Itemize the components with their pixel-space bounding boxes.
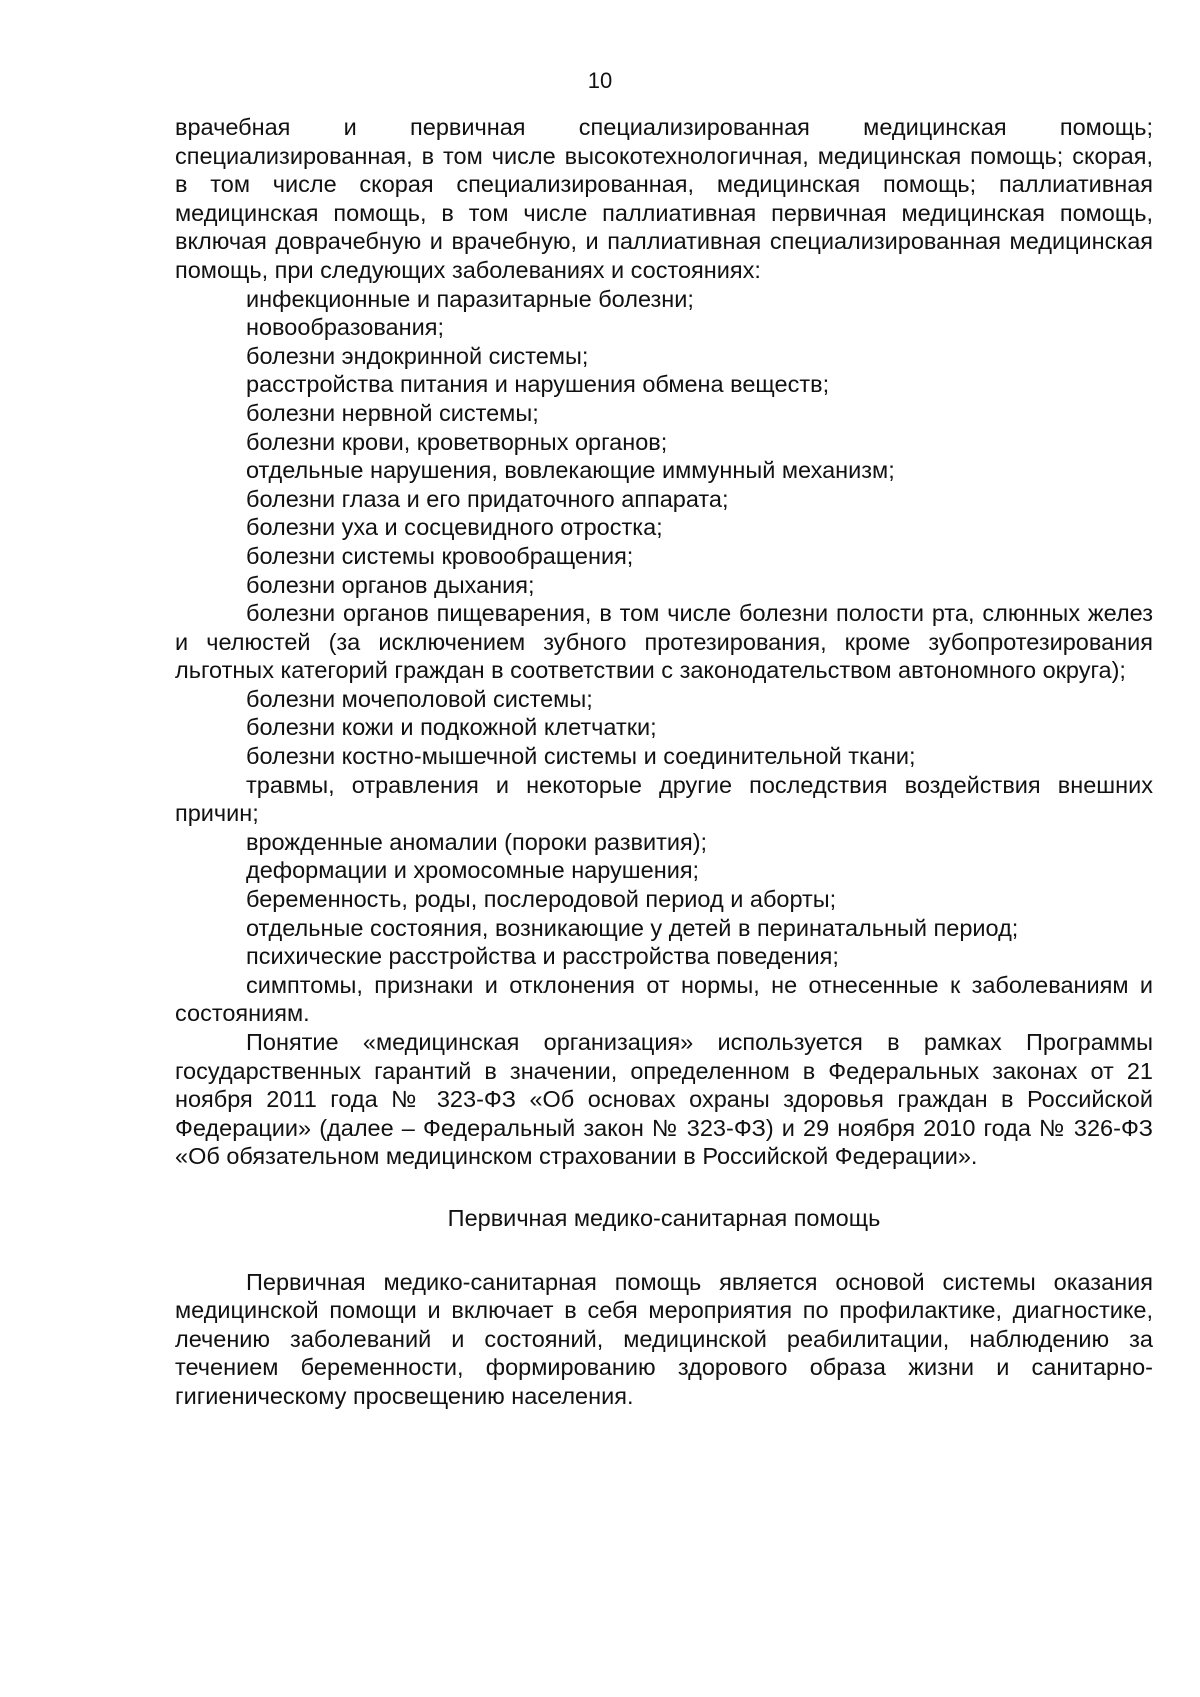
concept-paragraph: Понятие «медицинская организация» используется в рамках Программы государственных гарантий в значении, определенном в Федеральных законах от 21 ноября 2011 года № 323-ФЗ «Об основах охраны здоровья граждан в Российской Федерации» (далее – Федеральный закон № 323-ФЗ) и 29 ноября 2010 года № 326-ФЗ «Об обязательном медицинском страховании в Российской Федерации». [175, 1029, 1153, 1170]
disease-list-part-1 [175, 285, 1153, 600]
disease-list-part-2 [175, 685, 1153, 771]
page-number: 10 [587, 68, 613, 93]
disease-list-item: деформации и хромосомные нарушения; [246, 857, 700, 884]
disease-list-item: болезни нервной системы; [246, 399, 539, 426]
intro-paragraph: врачебная и первичная специализированная медицинская помощь; специализированная, в том числе высокотехнологичная, медицинская помощь; скорая, в том числе скорая специализированная, медицинская помощь; паллиативная медицинская помощь, в том числе паллиативная первичная медицинская помощь, включая доврачебную и врачебную, и паллиативная специализированная медицинская помощь, при следующих заболеваниях и состояниях: [175, 114, 1153, 283]
disease-list-item: беременность, роды, послеродовой период и аборты; [246, 886, 837, 913]
disease-list-item: психические расстройства и расстройства поведения; [246, 943, 839, 970]
disease-list-item: болезни органов дыхания; [246, 571, 535, 598]
disease-list-item: болезни кожи и подкожной клетчатки; [246, 714, 657, 741]
disease-list-item: расстройства питания и нарушения обмена веществ; [246, 371, 830, 398]
disease-list-item: новообразования; [246, 314, 444, 341]
disease-list-item: болезни уха и сосцевидного отростка; [246, 514, 663, 541]
disease-list-item: болезни костно-мышечной системы и соединительной ткани; [246, 743, 916, 770]
disease-list-item: болезни эндокринной системы; [246, 342, 589, 369]
document-body [175, 113, 1153, 1411]
symptoms-paragraph: симптомы, признаки и отклонения от нормы, не отнесенные к заболеваниям и состояниям. [175, 971, 1153, 1027]
disease-list-item: инфекционные и паразитарные болезни; [246, 285, 694, 312]
disease-list-item: болезни глаза и его придаточного аппарата; [246, 485, 729, 512]
disease-list-item: отдельные состояния, возникающие у детей в перинатальный период; [246, 914, 1019, 941]
primary-care-paragraph: Первичная медико-санитарная помощь является основой системы оказания медицинской помощи и включает в себя мероприятия по профилактике, диагностике, лечению заболеваний и состояний, медицинской реабилитации, наблюдению за течением беременности, формированию здорового образа жизни и санитарно-гигиеническому просвещению населения. [175, 1268, 1153, 1409]
disease-list-item: отдельные нарушения, вовлекающие иммунный механизм; [246, 457, 895, 484]
disease-list-item: болезни системы кровообращения; [246, 542, 634, 569]
section-heading: Первичная медико-санитарная помощь [447, 1204, 881, 1231]
disease-list-item: болезни мочеполовой системы; [246, 685, 593, 712]
disease-list-part-3 [175, 828, 1153, 971]
trauma-paragraph: травмы, отравления и некоторые другие последствия воздействия внешних причин; [175, 771, 1153, 827]
disease-list-item: болезни крови, кроветворных органов; [246, 428, 668, 455]
digestive-diseases-paragraph: болезни органов пищеварения, в том числе болезни полости рта, слюнных желез и челюстей (за исключением зубного протезирования, кроме зубопротезирования льготных категорий граждан в соответствии с законодательством автономного округа); [175, 600, 1153, 684]
disease-list-item: врожденные аномалии (пороки развития); [246, 828, 708, 855]
